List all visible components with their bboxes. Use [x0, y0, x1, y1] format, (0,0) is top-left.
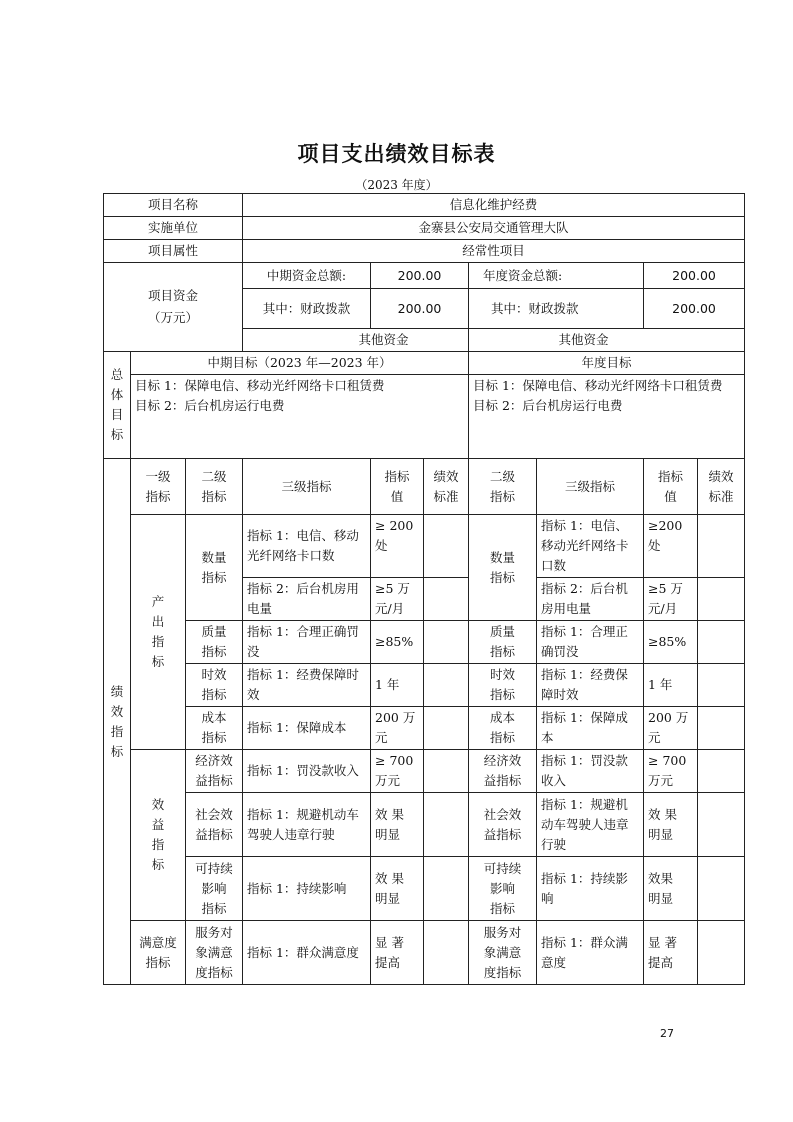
goals-label: 总 体 目 标	[104, 352, 131, 459]
quality-label-mid: 质量 指标	[186, 621, 243, 664]
mid-fiscal-value: 200.00	[371, 289, 469, 329]
mid-cost-value: 200 万 元	[371, 707, 424, 750]
header-level3-mid: 三级指标	[243, 459, 371, 515]
mid-sat: 指标 1：群众满意度	[243, 921, 371, 985]
header-level1: 一级 指标	[131, 459, 186, 515]
header-level2-mid: 二级 指标	[186, 459, 243, 515]
timeliness-label-mid: 时效 指标	[186, 664, 243, 707]
service-label-year: 服务对 象满意 度指标	[469, 921, 537, 985]
mid-total-label: 中期资金总额:	[243, 263, 371, 289]
funds-label: 项目资金 （万元）	[104, 263, 243, 352]
year-econ: 指标 1：罚没款收入	[537, 750, 644, 793]
row-perf-header	[104, 459, 745, 515]
quantity-label-mid: 数量 指标	[186, 515, 243, 621]
mid-q2-value: ≥5 万 元/月	[371, 578, 424, 621]
quantity-label-year: 数量 指标	[469, 515, 537, 621]
table-row	[104, 707, 745, 750]
year-q1-value: ≥200 处	[644, 515, 698, 578]
year-quality-value: ≥85%	[644, 621, 698, 664]
table-row	[104, 515, 745, 578]
year-q1-standard	[698, 515, 745, 578]
mid-sustain-value: 效 果 明显	[371, 857, 424, 921]
unit-value: 金寨县公安局交通管理大队	[243, 217, 745, 240]
header-value-year: 指标 值	[644, 459, 698, 515]
mid-social-value: 效 果 明显	[371, 793, 424, 857]
page-title: 项目支出绩效目标表	[297, 142, 496, 166]
year-social-standard	[698, 793, 745, 857]
row-goals-header	[104, 352, 745, 375]
timeliness-label-year: 时效 指标	[469, 664, 537, 707]
output-label: 产 出 指 标	[131, 515, 186, 750]
service-label-mid: 服务对 象满意 度指标	[186, 921, 243, 985]
header-value-mid: 指标 值	[371, 459, 424, 515]
mid-sat-value: 显 著 提高	[371, 921, 424, 985]
year-social: 指标 1：规避机动车驾驶人违章行驶	[537, 793, 644, 857]
mid-q2: 指标 2：后台机房用电量	[243, 578, 371, 621]
year-econ-standard	[698, 750, 745, 793]
mid-quality-value: ≥85%	[371, 621, 424, 664]
mid-goal-text: 目标 1：保障电信、移动光纤网络卡口租赁费 目标 2：后台机房运行电费	[131, 375, 469, 459]
mid-goal-header: 中期目标（2023 年—2023 年）	[131, 352, 469, 375]
year-note: （2023 年度）	[355, 178, 438, 192]
mid-q1: 指标 1：电信、移动光纤网络卡口数	[243, 515, 371, 578]
attr-value: 经常性项目	[243, 240, 745, 263]
year-sat-standard	[698, 921, 745, 985]
header-level3-year: 三级指标	[537, 459, 644, 515]
year-total-value: 200.00	[644, 263, 745, 289]
row-attr	[104, 240, 745, 263]
perf-label: 绩 效 指 标	[104, 459, 131, 985]
mid-sat-standard	[424, 921, 469, 985]
mid-social: 指标 1：规避机动车驾驶人违章行驶	[243, 793, 371, 857]
sustain-label-mid: 可持续 影响 指标	[186, 857, 243, 921]
page-number: 27	[660, 1027, 674, 1040]
year-goal-text: 目标 1：保障电信、移动光纤网络卡口租赁费 目标 2：后台机房运行电费	[469, 375, 745, 459]
year-cost-standard	[698, 707, 745, 750]
table-row	[104, 664, 745, 707]
mid-sustain: 指标 1：持续影响	[243, 857, 371, 921]
mid-quality-standard	[424, 621, 469, 664]
satisfaction-label: 满意度 指标	[131, 921, 186, 985]
project-name-value: 信息化维护经费	[243, 194, 745, 217]
unit-label: 实施单位	[104, 217, 243, 240]
social-label-year: 社会效 益指标	[469, 793, 537, 857]
mid-econ-standard	[424, 750, 469, 793]
project-name-label: 项目名称	[104, 194, 243, 217]
year-social-value: 效 果 明显	[644, 793, 698, 857]
benefit-label: 效 益 指 标	[131, 750, 186, 921]
year-time-standard	[698, 664, 745, 707]
year-cost: 指标 1：保障成本	[537, 707, 644, 750]
year-q2-standard	[698, 578, 745, 621]
cost-label-mid: 成本 指标	[186, 707, 243, 750]
mid-q1-standard	[424, 515, 469, 578]
cost-label-year: 成本 指标	[469, 707, 537, 750]
quality-label-year: 质量 指标	[469, 621, 537, 664]
economic-label-mid: 经济效 益指标	[186, 750, 243, 793]
mid-sustain-standard	[424, 857, 469, 921]
table-row	[104, 621, 745, 664]
social-label-mid: 社会效 益指标	[186, 793, 243, 857]
year-sat-value: 显 著 提高	[644, 921, 698, 985]
header-standard-year: 绩效 标准	[698, 459, 745, 515]
mid-econ-value: ≥ 700 万元	[371, 750, 424, 793]
row-funds-total	[104, 263, 745, 289]
year-econ-value: ≥ 700 万元	[644, 750, 698, 793]
year-q2-value: ≥5 万 元/月	[644, 578, 698, 621]
performance-table	[103, 193, 745, 985]
mid-social-standard	[424, 793, 469, 857]
table-row	[104, 857, 745, 921]
economic-label-year: 经济效 益指标	[469, 750, 537, 793]
year-sustain-value: 效果 明显	[644, 857, 698, 921]
year-time: 指标 1：经费保障时效	[537, 664, 644, 707]
year-goal-header: 年度目标	[469, 352, 745, 375]
mid-time-value: 1 年	[371, 664, 424, 707]
year-q2: 指标 2：后台机房用电量	[537, 578, 644, 621]
mid-other-label: 其他资金	[243, 329, 469, 352]
row-goals-text	[104, 375, 745, 459]
year-fiscal-label: 其中：财政拨款	[469, 289, 644, 329]
mid-fiscal-label: 其中：财政拨款	[243, 289, 371, 329]
year-fiscal-value: 200.00	[644, 289, 745, 329]
year-q1: 指标 1：电信、移动光纤网络卡口数	[537, 515, 644, 578]
mid-cost: 指标 1：保障成本	[243, 707, 371, 750]
mid-q2-standard	[424, 578, 469, 621]
table-row	[104, 793, 745, 857]
year-cost-value: 200 万 元	[644, 707, 698, 750]
mid-quality: 指标 1：合理正确罚没	[243, 621, 371, 664]
mid-econ: 指标 1：罚没款收入	[243, 750, 371, 793]
year-quality-standard	[698, 621, 745, 664]
mid-time-standard	[424, 664, 469, 707]
mid-q1-value: ≥ 200 处	[371, 515, 424, 578]
year-other-label: 其他资金	[469, 329, 745, 352]
header-level2-year: 二级 指标	[469, 459, 537, 515]
mid-total-value: 200.00	[371, 263, 469, 289]
row-project-name	[104, 194, 745, 217]
year-sustain: 指标 1：持续影响	[537, 857, 644, 921]
sustain-label-year: 可持续 影响 指标	[469, 857, 537, 921]
year-sat: 指标 1：群众满意度	[537, 921, 644, 985]
mid-cost-standard	[424, 707, 469, 750]
year-time-value: 1 年	[644, 664, 698, 707]
attr-label: 项目属性	[104, 240, 243, 263]
year-quality: 指标 1：合理正确罚没	[537, 621, 644, 664]
row-unit	[104, 217, 745, 240]
table-row	[104, 750, 745, 793]
table-row	[104, 921, 745, 985]
year-total-label: 年度资金总额:	[469, 263, 644, 289]
mid-time: 指标 1：经费保障时效	[243, 664, 371, 707]
year-sustain-standard	[698, 857, 745, 921]
header-standard-mid: 绩效 标准	[424, 459, 469, 515]
